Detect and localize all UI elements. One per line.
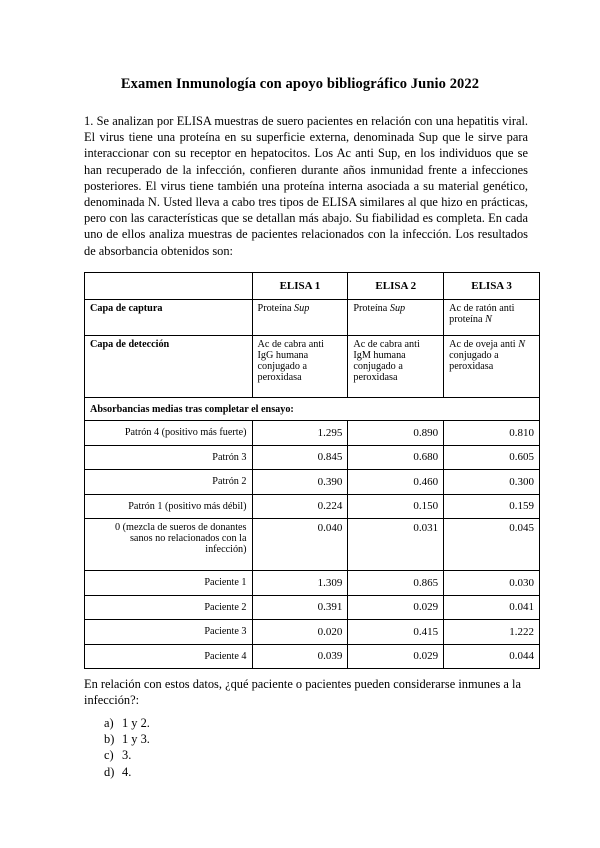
- row-label: Paciente 3: [85, 620, 253, 645]
- absorbance-value: 1.222: [444, 620, 540, 645]
- absorbance-value: 0.030: [444, 571, 540, 596]
- capture-cell-1: Proteína Sup: [252, 300, 348, 336]
- detection-cell-1: Ac de cabra anti IgG humana conjugado a peroxidasa: [252, 336, 348, 398]
- option-text: 1 y 3.: [122, 732, 150, 747]
- question-paragraph: En relación con estos datos, ¿qué paciente o pacientes pueden considerarse inmunes a la infección?:: [84, 677, 521, 708]
- table-row: [85, 519, 540, 571]
- absorbance-value: 0.020: [252, 620, 348, 645]
- option-letter: c): [104, 748, 114, 763]
- table-row: [85, 470, 540, 495]
- option-text: 3.: [122, 748, 132, 763]
- capture-row: [85, 300, 540, 336]
- absorbance-value: 0.044: [444, 644, 540, 669]
- capture-row-label: Capa de captura: [85, 300, 253, 336]
- intro-paragraph: 1. Se analizan por ELISA muestras de suero pacientes en relación con una hepatitis viral. El virus tiene una proteína en su superficie externa, denominada Sup que le sirve para interaccionar con su receptor en hepatocitos. Los Ac anti Sup, en los individuos que se han recuperado de la infección, confieren durante años inmunidad frente a infecciones posteriores. El virus tiene también una proteína interna asociada a su material genético, denominada N. Usted lleva a cabo tres tipos de ELISA similares al que hizo en prácticas, pero con las características que se detallan más abajo. Su fiabilidad es completa. En cada uno de ellos analiza muestras de pacientes relacionados con la infección. Los resultados de absorbancia obtenidos son:: [84, 114, 528, 258]
- absorbance-section-label: Absorbancias medias tras completar el ensayo:: [85, 398, 540, 421]
- header-empty-cell: [85, 273, 253, 300]
- absorbance-value: 0.040: [252, 519, 348, 571]
- absorbance-value: 0.159: [444, 494, 540, 519]
- row-label: Patrón 1 (positivo más débil): [85, 494, 253, 519]
- capture-cell-2: Proteína Sup: [348, 300, 444, 336]
- option-b[interactable]: [104, 731, 150, 747]
- table-header-row: [85, 273, 540, 300]
- row-label: 0 (mezcla de sueros de donantes sanos no relacionados con la infección): [85, 519, 253, 571]
- absorbance-value: 0.810: [444, 421, 540, 446]
- detection-row-label: Capa de detección: [85, 336, 253, 398]
- absorbance-value: 0.865: [348, 571, 444, 596]
- table-row: [85, 595, 540, 620]
- option-a[interactable]: [104, 715, 150, 731]
- absorbance-value: 0.890: [348, 421, 444, 446]
- table-row: [85, 494, 540, 519]
- absorbance-value: 0.300: [444, 470, 540, 495]
- table-row: [85, 571, 540, 596]
- option-text: 4.: [122, 764, 132, 779]
- absorbance-value: 0.390: [252, 470, 348, 495]
- table-row: [85, 620, 540, 645]
- detection-row: [85, 336, 540, 398]
- table-row: [85, 644, 540, 669]
- answer-options: [104, 715, 150, 780]
- header-elisa-1: ELISA 1: [252, 273, 348, 300]
- question-text: [84, 676, 540, 708]
- absorbance-section-row: [85, 398, 540, 421]
- option-letter: b): [104, 732, 115, 747]
- option-letter: a): [104, 716, 114, 730]
- absorbance-value: 0.391: [252, 595, 348, 620]
- absorbance-value: 0.605: [444, 445, 540, 470]
- absorbance-value: 0.224: [252, 494, 348, 519]
- capture-cell-3: Ac de ratón anti proteína N: [444, 300, 540, 336]
- question-intro: [84, 113, 528, 259]
- absorbance-value: 0.045: [444, 519, 540, 571]
- row-label: Patrón 3: [85, 445, 253, 470]
- absorbance-value: 0.845: [252, 445, 348, 470]
- absorbance-value: 0.029: [348, 644, 444, 669]
- row-label: Paciente 1: [85, 571, 253, 596]
- option-d[interactable]: [104, 764, 150, 780]
- absorbance-value: 1.309: [252, 571, 348, 596]
- absorbance-value: 0.460: [348, 470, 444, 495]
- absorbance-value: 0.680: [348, 445, 444, 470]
- absorbance-value: 1.295: [252, 421, 348, 446]
- absorbance-value: 0.029: [348, 595, 444, 620]
- row-label: Paciente 4: [85, 644, 253, 669]
- detection-cell-3: Ac de oveja anti N conjugado a peroxidasa: [444, 336, 540, 398]
- option-c[interactable]: [104, 747, 150, 763]
- table-row: [85, 421, 540, 446]
- page-title: Examen Inmunología con apoyo bibliográfico Junio 2022: [120, 76, 480, 92]
- absorbance-value: 0.039: [252, 644, 348, 669]
- detection-cell-2: Ac de cabra anti IgM humana conjugado a peroxidasa: [348, 336, 444, 398]
- header-elisa-2: ELISA 2: [348, 273, 444, 300]
- absorbance-value: 0.041: [444, 595, 540, 620]
- absorbance-value: 0.415: [348, 620, 444, 645]
- row-label: Patrón 2: [85, 470, 253, 495]
- row-label: Paciente 2: [85, 595, 253, 620]
- option-text: 1 y 2.: [122, 716, 150, 730]
- absorbance-value: 0.150: [348, 494, 444, 519]
- row-label: Patrón 4 (positivo más fuerte): [85, 421, 253, 446]
- header-elisa-3: ELISA 3: [444, 273, 540, 300]
- option-letter: d): [104, 764, 115, 779]
- absorbance-value: 0.031: [348, 519, 444, 571]
- elisa-results-table: [84, 272, 540, 669]
- table-row: [85, 445, 540, 470]
